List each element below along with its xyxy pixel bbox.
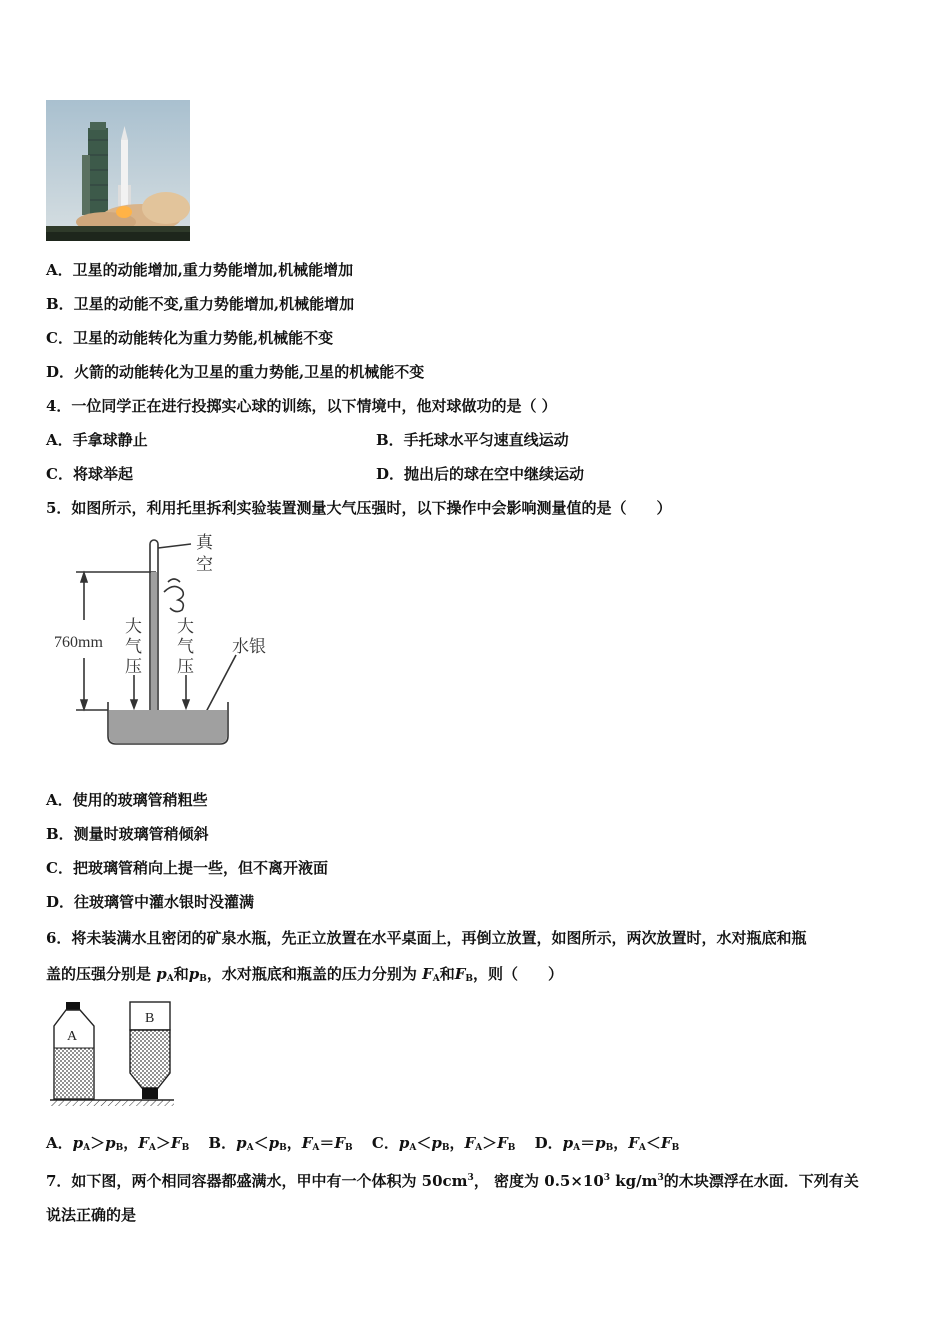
sep: ， <box>286 1134 302 1152</box>
sub-a: A <box>148 1143 156 1153</box>
q6-text: 盖的压强分别是 <box>46 965 152 983</box>
symbol-f: F <box>454 965 466 983</box>
sub-a: A <box>638 1143 646 1153</box>
q7-text: kg/m <box>610 1172 658 1190</box>
option-label: A． <box>46 1134 73 1152</box>
q4-option-a: A．手拿球静止 <box>46 431 148 449</box>
symbol-p: p <box>431 1134 442 1152</box>
q6-text: ，则（ ） <box>473 965 564 983</box>
q6-option-c <box>372 1134 521 1152</box>
q3-option-c: C．卫星的动能转化为重力势能,机械能不变 <box>46 329 334 347</box>
q6-text: ，水对瓶底和瓶盖的压力分别为 <box>206 965 417 983</box>
op: ＜ <box>645 1134 661 1152</box>
q3-option-b: B．卫星的动能不变,重力势能增加,机械能增加 <box>46 295 355 313</box>
torricelli-diagram <box>46 530 286 752</box>
sub-b: B <box>465 974 474 984</box>
q6-text: 和 <box>439 965 455 983</box>
symbol-f: F <box>628 1134 639 1152</box>
symbol-f: F <box>170 1134 182 1152</box>
q4-option-b: B．手托球水平匀速直线运动 <box>376 431 569 449</box>
bottles-diagram <box>46 998 176 1108</box>
q3-option-d: D．火箭的动能转化为卫星的重力势能,卫星的机械能不变 <box>46 363 425 381</box>
sub-b: B <box>181 1143 190 1153</box>
q5-option-d: D．往玻璃管中灌水银时没灌满 <box>46 893 255 911</box>
op: ＝ <box>319 1134 335 1152</box>
symbol-p: p <box>105 1134 116 1152</box>
sub-a: A <box>83 1143 91 1153</box>
q6-stem-line1: 6．将未装满水且密闭的矿泉水瓶，先正立放置在水平桌面上，再倒立放置，如图所示，两次放置时，水对瓶底和瓶 <box>46 929 807 947</box>
mercury-label: 水银 <box>232 637 266 657</box>
symbol-f: F <box>660 1134 672 1152</box>
sub-a: A <box>312 1143 320 1153</box>
op: ＜ <box>253 1134 269 1152</box>
sub-b: B <box>671 1143 680 1153</box>
q7-stem-line1 <box>46 1168 859 1191</box>
rocket-launch-photo <box>46 100 190 241</box>
symbol-f: F <box>301 1134 313 1152</box>
symbol-f: F <box>138 1134 149 1152</box>
sub-b: B <box>345 1143 353 1153</box>
symbol-p: p <box>562 1134 574 1152</box>
sub-b: B <box>279 1143 287 1153</box>
q6-option-a <box>46 1134 194 1152</box>
op: ＞ <box>482 1134 498 1152</box>
op: ＝ <box>580 1134 596 1152</box>
symbol-f: F <box>422 965 433 983</box>
sub-b: B <box>605 1143 614 1153</box>
sup-3: 3 <box>603 1173 611 1183</box>
op: ＞ <box>155 1134 171 1152</box>
sub-a: A <box>432 974 440 984</box>
q4-option-c: C．将球举起 <box>46 465 133 483</box>
sub-a: A <box>573 1143 581 1153</box>
atm-right-3: 压 <box>177 657 194 677</box>
q7-text: 7．如下图，两个相同容器都盛满水，甲中有一个体积为 50cm <box>46 1172 468 1190</box>
q7-text: 的木块漂浮在水面．下列有关 <box>663 1172 859 1190</box>
sup-3: 3 <box>657 1173 664 1183</box>
height-label: 760mm <box>54 634 103 651</box>
sep: ， <box>613 1134 629 1152</box>
symbol-p: p <box>595 1134 606 1152</box>
sep: ， <box>449 1134 465 1152</box>
q4-stem: 4．一位同学正在进行投掷实心球的训练，以下情境中，他对球做功的是（ ） <box>46 397 557 415</box>
q6-options <box>46 1133 679 1158</box>
symbol-f: F <box>464 1134 476 1152</box>
q7-text: ， 密度为 0.5×10 <box>473 1172 604 1190</box>
atm-right-1: 大 <box>177 617 194 637</box>
bottle-a-label: A <box>67 1029 78 1044</box>
q5-option-b: B．测量时玻璃管稍倾斜 <box>46 825 209 843</box>
sub-a: A <box>166 974 174 984</box>
sub-a: A <box>246 1143 254 1153</box>
atm-left-2: 气 <box>125 637 142 657</box>
sub-a: A <box>475 1143 483 1153</box>
symbol-p: p <box>72 1134 84 1152</box>
bottle-b-label: B <box>145 1011 155 1026</box>
symbol-p: p <box>268 1134 280 1152</box>
atm-left-1: 大 <box>125 617 142 637</box>
sub-b: B <box>115 1143 124 1153</box>
q5-option-a: A．使用的玻璃管稍粗些 <box>46 791 208 809</box>
q6-option-d <box>535 1134 680 1152</box>
symbol-f: F <box>334 1134 346 1152</box>
sep: ， <box>123 1134 139 1152</box>
option-label: B． <box>208 1134 237 1152</box>
q6-option-b <box>208 1134 357 1152</box>
atm-left-3: 压 <box>125 657 142 677</box>
op: ＜ <box>416 1134 432 1152</box>
symbol-p: p <box>398 1134 410 1152</box>
q6-stem-line2 <box>46 964 563 989</box>
vacuum-label-2: 空 <box>196 555 213 575</box>
q5-stem: 5．如图所示，利用托里拆利实验装置测量大气压强时，以下操作中会影响测量值的是（ ） <box>46 499 672 517</box>
q4-option-d: D．抛出后的球在空中继续运动 <box>376 465 585 483</box>
sub-b: B <box>199 974 207 984</box>
symbol-p: p <box>236 1134 247 1152</box>
q3-option-a: A．卫星的动能增加,重力势能增加,机械能增加 <box>46 261 354 279</box>
symbol-p: p <box>156 965 167 983</box>
symbol-f: F <box>497 1134 508 1152</box>
q5-option-c: C．把玻璃管稍向上提一些，但不离开液面 <box>46 859 328 877</box>
option-label: D． <box>534 1134 563 1152</box>
q7-stem-line2: 说法正确的是 <box>46 1206 137 1224</box>
symbol-p: p <box>188 965 200 983</box>
op: ＞ <box>90 1134 106 1152</box>
sub-b: B <box>507 1143 516 1153</box>
option-label: C． <box>371 1134 399 1152</box>
sup-3: 3 <box>467 1173 474 1183</box>
sub-a: A <box>409 1143 417 1153</box>
vacuum-label-1: 真 <box>196 533 213 553</box>
atm-right-2: 气 <box>177 637 194 657</box>
q6-text: 和 <box>173 965 189 983</box>
sub-b: B <box>441 1143 450 1153</box>
